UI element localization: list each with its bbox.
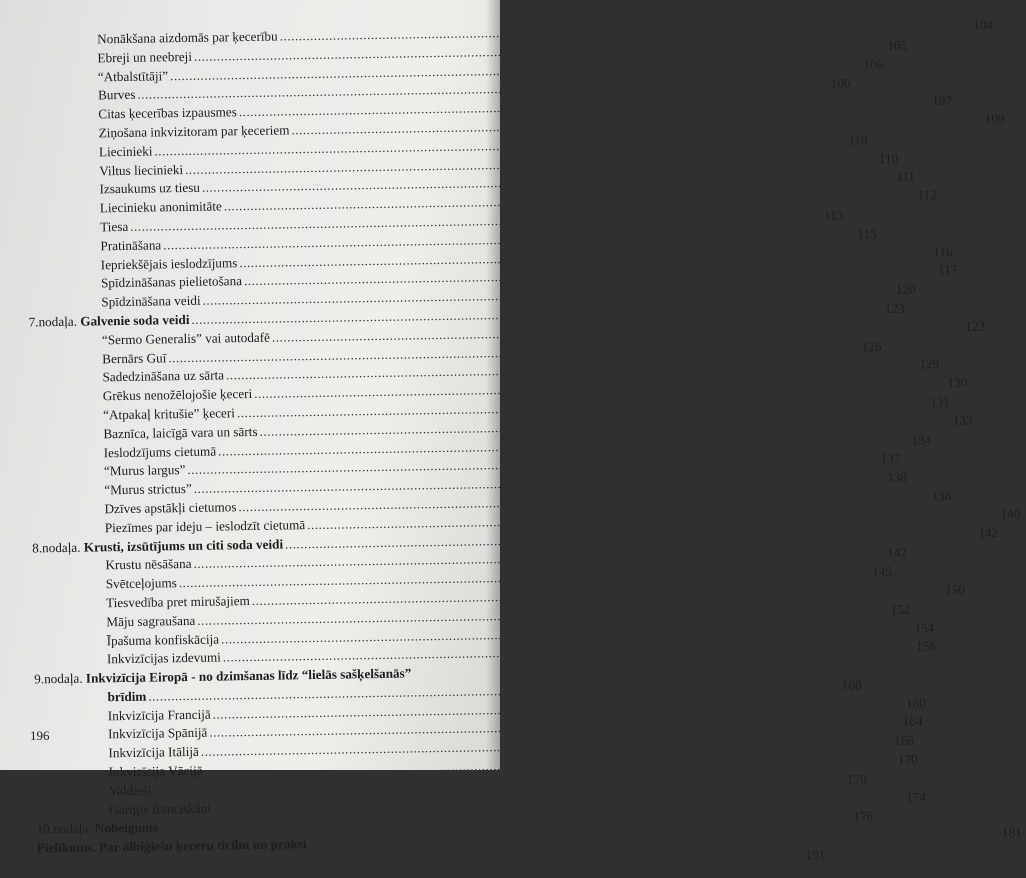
- toc-page-number: 160: [837, 676, 861, 695]
- entry-text: Liecinieku anonimitāte: [100, 199, 222, 216]
- toc-entry-title: [104, 442, 217, 463]
- chapter-prefix: 10.nodaļa.: [36, 821, 94, 837]
- entry-text: “Atpakaļ kritušie” ķeceri: [103, 405, 235, 422]
- entry-text: Tiesa: [100, 219, 128, 234]
- entry-text: Spīdzināšana veidi: [101, 293, 200, 310]
- toc-entry-title: [109, 781, 152, 800]
- toc-entry-title: [106, 630, 219, 651]
- entry-text: Galvenie soda veidi: [80, 312, 189, 329]
- entry-text: Inkvizīcija Francijā: [108, 706, 211, 723]
- toc-entry-title: [102, 367, 224, 388]
- entry-text: Grēkus nenožēlojošie ķeceri: [103, 386, 253, 403]
- entry-text: Krusti, izsūtījums un citi soda veidi: [84, 536, 284, 554]
- toc-page-number: 191: [801, 846, 825, 865]
- toc-page-number: 138: [927, 487, 951, 506]
- toc-entry-title: [99, 179, 200, 199]
- toc-page-number: 120: [892, 281, 916, 300]
- toc-page-number: 126: [857, 338, 881, 357]
- toc-page-number: 142: [974, 524, 998, 543]
- toc-entry-title: [99, 142, 153, 162]
- entry-text: “Murus strictus”: [104, 481, 192, 497]
- toc-page-number: 140: [996, 505, 1020, 524]
- toc-page-number: 117: [933, 261, 957, 280]
- toc-page-number: 116: [928, 243, 952, 262]
- page-number: 196: [30, 728, 50, 744]
- entry-text: Bernārs Guī: [102, 350, 166, 366]
- toc-page-number: 110: [843, 131, 867, 150]
- entry-text: Citas ķecerības izpausmes: [98, 104, 237, 121]
- entry-text: Pielikums. Par albiģiešu ķeceru ticību un praksi: [37, 836, 307, 855]
- toc-page-number: 166: [890, 732, 914, 751]
- entry-text: Tiesvedība pret mirušajiem: [106, 593, 250, 610]
- entry-text: Sadedzināšana uz sārta: [102, 368, 224, 385]
- chapter-prefix: 7.nodaļa.: [29, 314, 81, 330]
- toc-page-number: 181: [998, 824, 1022, 843]
- toc-entry-title: [104, 461, 186, 481]
- entry-text: Īpašuma konfiskācija: [107, 631, 220, 648]
- entry-text: Viltus liecinieki: [99, 162, 183, 178]
- toc-page-number: 104: [969, 16, 993, 35]
- toc-page-number: 154: [910, 619, 934, 638]
- toc-entry-title: [106, 612, 195, 632]
- toc-page-number: 107: [928, 92, 952, 111]
- toc-entry-title: [103, 404, 235, 425]
- toc-page-number: 142: [883, 544, 907, 563]
- toc-entry-title: [108, 705, 211, 725]
- entry-text: Inkvizīcija Eiropā - no dzimšanas līdz “lielās sašķelšanās”: [86, 666, 412, 686]
- toc-page-number: 164: [898, 713, 922, 732]
- chapter-prefix: 8.nodaļa.: [32, 539, 84, 555]
- toc-page-number: 134: [907, 431, 931, 450]
- toc-entry-title: [107, 649, 221, 670]
- entry-text: “Sermo Generalis” vai autodafē: [102, 329, 270, 347]
- entry-text: brīdim: [107, 689, 146, 705]
- toc-entry-title: [101, 292, 201, 312]
- toc-page-number: 160: [902, 694, 926, 713]
- toc-page-number: 115: [852, 225, 876, 244]
- toc-page-number: 113: [819, 207, 843, 226]
- toc-entry-title: [100, 218, 128, 237]
- toc-page-number: 176: [849, 808, 873, 827]
- toc-entry-title: [108, 724, 208, 744]
- table-of-contents: [0, 24, 507, 878]
- toc-page-number: 105: [883, 36, 907, 55]
- toc-page-number: 133: [949, 411, 973, 430]
- entry-text: Nobeigums: [95, 820, 158, 836]
- toc-entry-title: [109, 762, 203, 782]
- toc-entry-title: [103, 423, 257, 444]
- toc-page-number: 174: [902, 788, 926, 807]
- entry-text: Inkvizīcija Spānijā: [108, 725, 207, 742]
- entry-text: Ebreji un neebreji: [97, 49, 192, 65]
- toc-entry-title: [104, 498, 236, 519]
- toc-page-number: 137: [876, 450, 900, 469]
- entry-text: Izsaukums uz tiesu: [99, 180, 200, 197]
- entry-text: “Atbalstītāji”: [98, 68, 169, 84]
- toc-entry-title: [101, 254, 238, 275]
- toc-entry-title: [98, 86, 136, 105]
- toc-entry-title: [101, 272, 242, 293]
- entry-text: “Murus largus”: [104, 462, 186, 478]
- toc-entry-title: [98, 67, 169, 87]
- toc-entry-title: [105, 555, 191, 575]
- toc-page-number: 106: [859, 56, 883, 75]
- toc-entry-title: [36, 819, 158, 840]
- entry-text: Valdieši: [109, 782, 152, 798]
- toc-page-number: 170: [843, 770, 867, 789]
- book-page: [0, 0, 500, 770]
- entry-text: Baznīca, laicīgā vara un sārts: [103, 424, 257, 441]
- toc-entry-title: [100, 236, 161, 256]
- entry-text: Māju sagraušana: [106, 613, 195, 629]
- toc-page-number: 110: [874, 149, 898, 168]
- toc-page-number: 129: [915, 356, 939, 375]
- entry-text: Inkvizīcijas izdevumi: [107, 650, 221, 667]
- toc-entry-title: [109, 799, 211, 819]
- chapter-prefix: 9.nodaļa.: [34, 671, 86, 687]
- toc-page-number: 158: [912, 638, 936, 657]
- entry-text: Svētceļojums: [106, 575, 177, 591]
- toc-entry-title: [107, 688, 146, 707]
- toc-entry-title: [97, 48, 192, 68]
- entry-text: Burves: [98, 87, 136, 103]
- entry-text: Garīgie franciskāņi: [109, 800, 211, 817]
- entry-text: Inkvizīcija Vācijā: [109, 763, 203, 779]
- toc-page-number: 106: [826, 75, 850, 94]
- toc-page-number: 152: [886, 600, 910, 619]
- toc-page-number: 131: [926, 393, 950, 412]
- entry-text: Pratināšana: [100, 237, 161, 253]
- toc-page-number: 123: [961, 317, 985, 336]
- toc-entry-title: [106, 592, 250, 613]
- entry-text: Nonākšana aizdomās par ķecerību: [97, 29, 278, 47]
- page-edge-shadow: [486, 0, 500, 770]
- entry-text: Liecinieki: [99, 143, 153, 159]
- toc-entry-title: [102, 349, 166, 369]
- toc-entry-title: [106, 574, 177, 594]
- toc-page-number: 111: [891, 168, 915, 187]
- entry-text: Krustu nēsāšana: [105, 556, 191, 572]
- entry-text: Ieslodzījums cietumā: [104, 443, 217, 460]
- toc-page-number: 150: [941, 581, 965, 600]
- toc-entry-title: [104, 480, 192, 500]
- toc-page-number: 170: [894, 751, 918, 770]
- toc-page-number: 138: [883, 469, 907, 488]
- toc-entry-title: [98, 103, 237, 124]
- toc-entry-title: [108, 743, 199, 763]
- entry-text: Inkvizīcija Itālijā: [108, 744, 199, 760]
- entry-text: Piezīmes par ideju – ieslodzīt cietumā: [105, 517, 306, 535]
- toc-page-number: 109: [980, 110, 1004, 129]
- toc-entry-title: [103, 385, 253, 406]
- entry-text: Ziņošana inkvizitoram par ķeceriem: [99, 122, 290, 140]
- entry-text: Dzīves apstākļi cietumos: [104, 499, 236, 516]
- entry-text: Spīdzināšanas pielietošana: [101, 273, 242, 290]
- toc-entry-title: [100, 198, 222, 219]
- toc-page-number: 145: [868, 563, 892, 582]
- toc-page-number: 123: [880, 300, 904, 319]
- toc-page-number: 112: [913, 186, 937, 205]
- toc-page-number: 130: [943, 374, 967, 393]
- toc-entry-title: [28, 311, 189, 332]
- toc-entry-title: [99, 161, 183, 181]
- entry-text: Iepriekšējais ieslodzījums: [101, 255, 238, 272]
